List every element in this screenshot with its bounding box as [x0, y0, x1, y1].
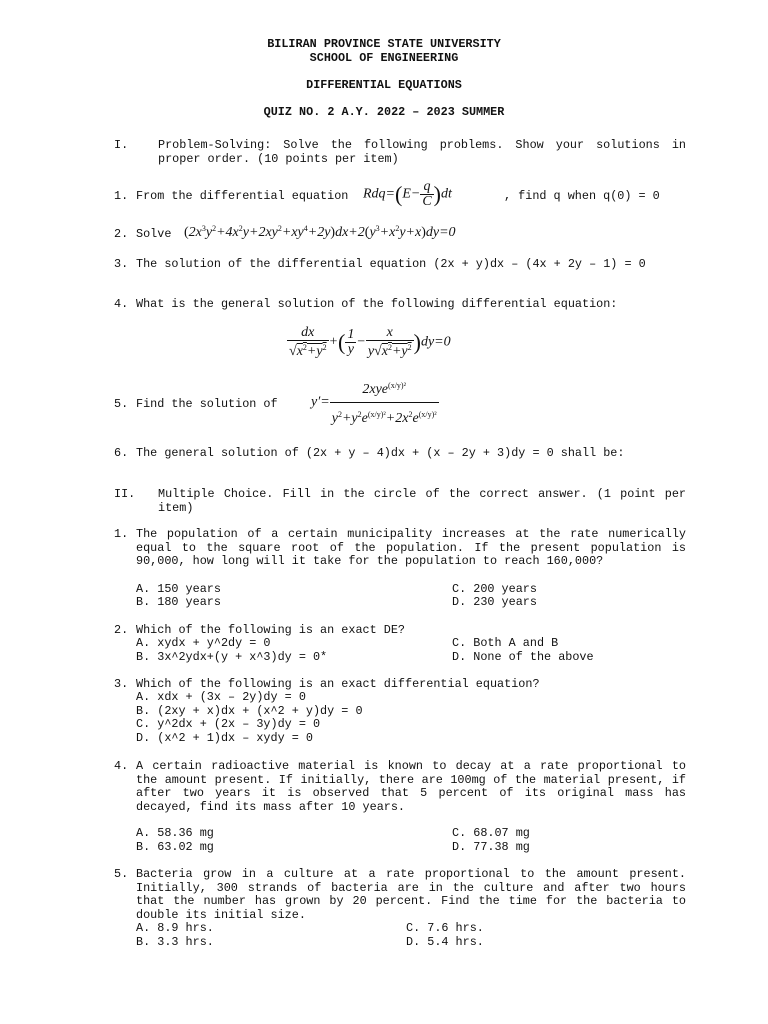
p2-item5-choice-d[interactable]: D. 5.4 hrs. [406, 935, 484, 949]
p2-item2-choice-b[interactable]: B. 3x^2ydx+(y + x^3)dy = 0* [136, 650, 328, 664]
p2-item4-choice-c[interactable]: C. 68.07 mg [452, 826, 530, 840]
p1-item3-number: 3. [114, 257, 129, 271]
p1-item2-equation: $(2x^3y^2+4x^2y+2xy^2+xy^4+2y)dx+2(y^3+x^2y+x)dy=0$ [184, 224, 456, 240]
course-title: DIFFERENTIAL EQUATIONS [306, 78, 462, 92]
p2-item3-choice-b[interactable]: B. (2xy + x)dx + (x^2 + y)dy = 0 [136, 704, 363, 718]
p2-item4-choice-a[interactable]: A. 58.36 mg [136, 826, 214, 840]
p2-item5-text: Bacteria grow in a culture at a rate proportional to the amount present. Initially, 300 strands of bacteria are in the culture and after two hours that the number has grown by 20 percent. Find the time for the bacteria to double its initial size. [136, 867, 686, 922]
p2-item4-choice-b[interactable]: B. 63.02 mg [136, 840, 214, 854]
p1-item5-number: 5. [114, 397, 129, 411]
p2-item3-text: Which of the following is an exact differential equation? [136, 677, 540, 691]
quiz-title: QUIZ NO. 2 A.Y. 2022 – 2023 SUMMER [263, 105, 505, 119]
p2-item3-choice-c[interactable]: C. y^2dx + (2x – 3y)dy = 0 [136, 717, 321, 731]
part2-instructions: Multiple Choice. Fill in the circle of the correct answer. (1 point per item) [158, 487, 686, 515]
p2-item3-choice-a[interactable]: A. xdx + (3x – 2y)dy = 0 [136, 690, 306, 704]
p1-item5-equation: y′= $\frac{2xye^{(x/y)^2}}{y^2+y^2e^{(x/y)^2}+2x^2e^{(x/y)^2}}$ [311, 374, 439, 431]
p2-item2-number: 2. [114, 623, 129, 637]
p2-item3-number: 3. [114, 677, 129, 691]
p2-item4-number: 4. [114, 759, 129, 773]
p1-item4-number: 4. [114, 297, 129, 311]
p2-item2-choice-c[interactable]: C. Both A and B [452, 636, 559, 650]
p2-item5-choice-c[interactable]: C. 7.6 hrs. [406, 921, 484, 935]
p2-item3-choice-d[interactable]: D. (x^2 + 1)dx – xydy = 0 [136, 731, 313, 745]
p2-item5-choice-b[interactable]: B. 3.3 hrs. [136, 935, 214, 949]
p2-item1-choice-c[interactable]: C. 200 years [452, 582, 537, 596]
part1-instructions: Problem-Solving: Solve the following problems. Show your solutions in proper order. (10 points per item) [158, 138, 686, 166]
p1-item2-number: 2. [114, 227, 129, 241]
p2-item2-choice-d[interactable]: D. None of the above [452, 650, 594, 664]
p2-item1-choice-b[interactable]: B. 180 years [136, 595, 221, 609]
p2-item2-choice-a[interactable]: A. xydx + y^2dy = 0 [136, 636, 271, 650]
p1-item2-pre: Solve [136, 227, 172, 241]
p1-item4-equation: $\frac{dx}{√x^2+y^2}$ +( $\frac{1}{y}$ − $\frac{x}{y√x^2+y^2}$ )dy=0 [289, 325, 451, 359]
p1-item6-text: The general solution of (2x + y – 4)dx + (x – 2y + 3)dy = 0 shall be: [136, 446, 625, 460]
p2-item1-text: The population of a certain municipality increases at the rate numerically equal to the square root of the population. If the present population is 90,000, how long will it take for the population to reach 160,000? [136, 527, 686, 568]
p2-item5-choice-a[interactable]: A. 8.9 hrs. [136, 921, 214, 935]
school-name: SCHOOL OF ENGINEERING [309, 51, 459, 65]
p2-item5-number: 5. [114, 867, 129, 881]
p1-item1-number: 1. [114, 189, 129, 203]
p2-item4-text: A certain radioactive material is known to decay at a rate proportional to the amount present. If initially, there are 100mg of the material present, if after two years it is observed that 5 percent of its original mass has decayed, find its mass after 10 years. [136, 759, 686, 814]
p2-item4-choice-d[interactable]: D. 77.38 mg [452, 840, 530, 854]
part1-numeral: I. [114, 138, 129, 152]
p1-item5-pre: Find the solution of [136, 397, 278, 411]
p2-item1-number: 1. [114, 527, 129, 541]
university-name: BILIRAN PROVINCE STATE UNIVERSITY [267, 37, 501, 51]
p2-item1-choice-a[interactable]: A. 150 years [136, 582, 221, 596]
p2-item1-choice-d[interactable]: D. 230 years [452, 595, 537, 609]
p2-item2-text: Which of the following is an exact DE? [136, 623, 406, 637]
p1-item1-pre: From the differential equation [136, 189, 349, 203]
p1-item4-text: What is the general solution of the following differential equation: [136, 297, 618, 311]
part2-numeral: II. [114, 487, 136, 501]
p1-item1-post: , find q when q(0) = 0 [504, 189, 660, 203]
p1-item6-number: 6. [114, 446, 129, 460]
p1-item3-text: The solution of the differential equation (2x + y)dx – (4x + 2y – 1) = 0 [136, 257, 646, 271]
p1-item1-equation: Rdq=(E− $\frac{q}{C}$ )dt [363, 179, 452, 209]
